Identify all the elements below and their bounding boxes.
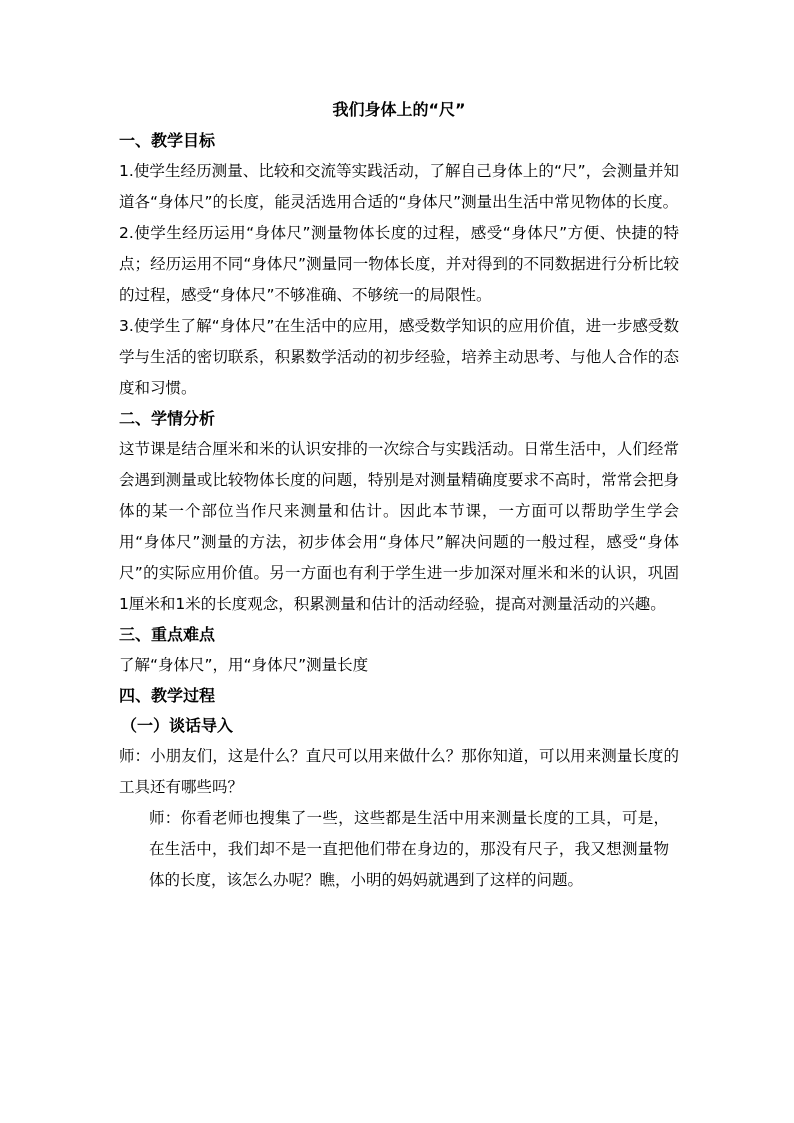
section-heading-learner-analysis: 二、学情分析 <box>119 409 216 428</box>
section-heading-key-difficulties: 三、重点难点 <box>119 625 216 644</box>
goal-paragraph-1: 1.使学生经历测量、比较和交流等实践活动，了解自己身体上的“尺”，会测量并知道各“身体尺”的长度，能灵活选用合适的“身体尺”测量出生活中常见物体的长度。 <box>119 162 679 211</box>
document-title: 我们身体上的“尺” <box>332 100 466 119</box>
section-heading-teaching-process: 四、教学过程 <box>119 686 216 705</box>
document-page <box>119 96 679 896</box>
subsection-heading-intro: （一）谈话导入 <box>121 716 234 735</box>
learner-analysis-paragraph: 这节课是结合厘米和米的认识安排的一次综合与实践活动。日常生活中，人们经常会遇到测量或比较物体长度的问题，特别是对测量精确度要求不高时，常常会把身体的某一个部位当作尺来测量和估计。因此本节课，一方面可以帮助学生学会用“身体尺”测量的方法，初步体会用“身体尺”解决问题的一般过程，感受“身体尺”的实际应用价值。另一方面也有利于学生进一步加深对厘米和米的认识，巩固1厘米和1米的长度观念，积累测量和估计的活动经验，提高对测量活动的兴趣。 <box>119 440 679 613</box>
teacher-dialogue-paragraph-2: 师：你看老师也搜集了一些，这些都是生活中用来测量长度的工具，可是，在生活中，我们却不是一直把他们带在身边的，那没有尺子，我又想测量物体的长度，该怎么办呢？瞧，小明的妈妈就遇到了这样的问题。 <box>149 809 669 889</box>
section-heading-teaching-goals: 一、教学目标 <box>119 131 216 150</box>
teacher-dialogue-paragraph-1: 师：小朋友们，这是什么？直尺可以用来做什么？那你知道，可以用来测量长度的工具还有哪些吗？ <box>119 747 679 796</box>
goal-paragraph-2: 2.使学生经历运用“身体尺”测量物体长度的过程，感受“身体尺”方便、快捷的特点；经历运用不同“身体尺”测量同一物体长度，并对得到的不同数据进行分析比较的过程，感受“身体尺”不够准确、不够统一的局限性。 <box>119 224 679 304</box>
key-difficulties-paragraph: 了解“身体尺”，用“身体尺”测量长度 <box>119 656 369 674</box>
goal-paragraph-3: 3.使学生了解“身体尺”在生活中的应用，感受数学知识的应用价值，进一步感受数学与生活的密切联系，积累数学活动的初步经验，培养主动思考、与他人合作的态度和习惯。 <box>119 317 679 397</box>
